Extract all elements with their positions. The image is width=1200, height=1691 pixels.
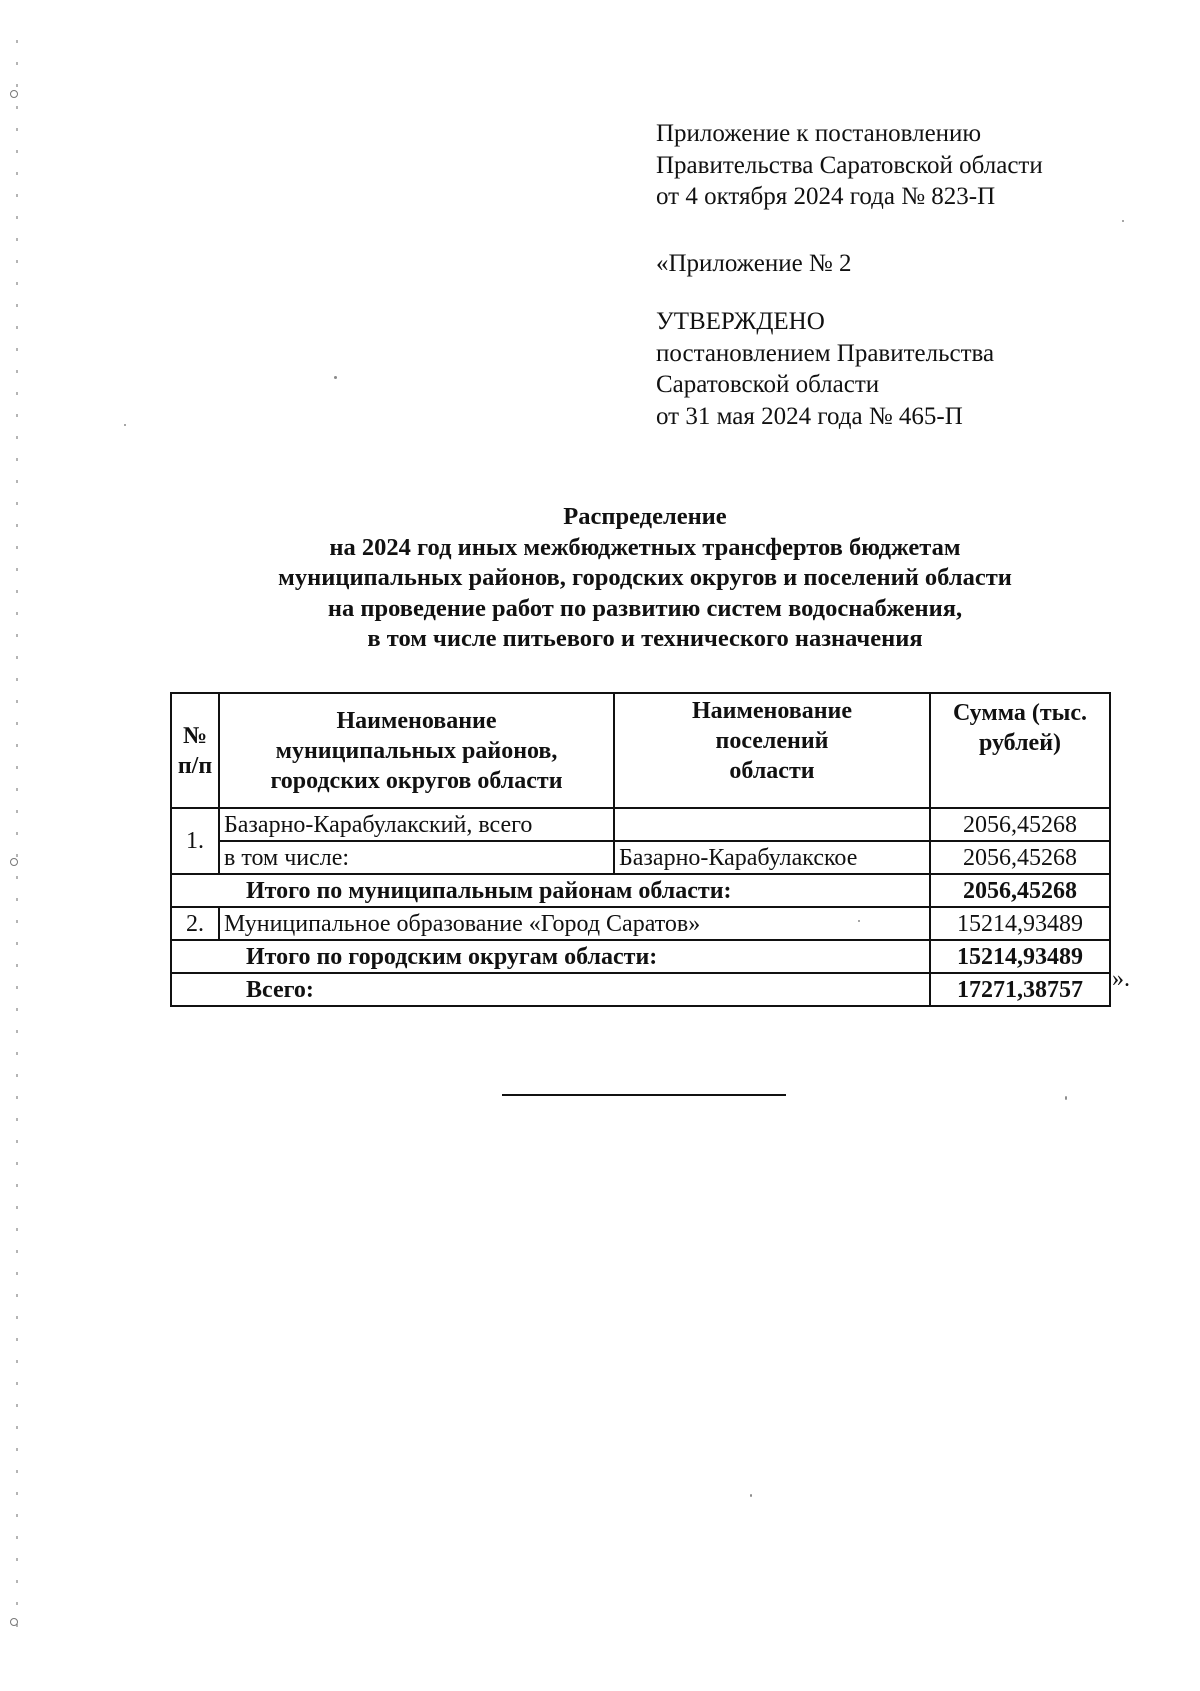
- scan-speck: [1065, 1096, 1067, 1100]
- scan-ring-mark: [10, 90, 18, 98]
- table-row: [171, 973, 1110, 1006]
- row-4-num: 2.: [171, 907, 219, 940]
- okrugs-total-label: Итого по городским округам области:: [171, 940, 930, 973]
- row-1-sum: 2056,45268: [930, 808, 1110, 841]
- approval-line-1: Приложение к постановлению: [656, 120, 982, 147]
- title-line-5: в том числе питьевого и технического назначения: [367, 625, 923, 652]
- row-1-district: Базарно-Карабулакский, всего: [219, 808, 614, 841]
- scan-speck: [124, 424, 126, 426]
- title-line-3: муниципальных районов, городских округов и поселений области: [278, 564, 1012, 591]
- districts-total-label: Итого по муниципальным районам области:: [171, 874, 930, 907]
- approved-block: [656, 306, 994, 432]
- appendix-label-text: «Приложение № 2: [656, 250, 852, 277]
- scan-ring-mark: [10, 1618, 18, 1626]
- approved-line-2: постановлением Правительства: [656, 339, 995, 367]
- row-1-num: 1.: [171, 808, 219, 874]
- table-header-row: [171, 693, 1110, 808]
- title-line-4: на проведение работ по развитию систем водоснабжения,: [327, 594, 963, 622]
- grand-total-label: Всего:: [171, 973, 930, 1006]
- row-2-district: в том числе:: [219, 841, 614, 874]
- scan-margin-dots: [16, 40, 18, 1640]
- row-1-settlement: [614, 808, 930, 841]
- table-row: [171, 841, 1110, 874]
- scan-ring-mark: [10, 858, 18, 866]
- distribution-table: [170, 692, 1111, 1007]
- approval-line-2: Правительства Саратовской области: [656, 151, 1043, 179]
- title-line-2: на 2024 год иных межбюджетных трансфертов бюджетам: [329, 533, 961, 561]
- header-settlement: Наименование поселений области: [614, 693, 930, 808]
- approved-line-1: УТВЕРЖДЕНО: [656, 308, 825, 335]
- row-4-district: Муниципальное образование «Город Саратов»: [219, 907, 930, 940]
- row-2-settlement: Базарно-Карабулакское: [614, 841, 930, 874]
- approved-line-3: Саратовской области: [656, 371, 880, 398]
- appendix-label: [656, 248, 852, 280]
- header-num: № п/п: [171, 693, 219, 808]
- table-row: [171, 808, 1110, 841]
- closing-quote: ».: [1112, 966, 1130, 992]
- scan-speck: [334, 376, 337, 379]
- table-row: [171, 940, 1110, 973]
- title-line-1: Распределение: [563, 503, 727, 530]
- scan-speck: [750, 1494, 752, 1497]
- approval-line-3: от 4 октября 2024 года № 823-П: [656, 183, 996, 210]
- header-sum: Сумма (тыс. рублей): [930, 693, 1110, 808]
- approved-line-4: от 31 мая 2024 года № 465-П: [656, 402, 963, 430]
- document-title: [150, 502, 1140, 655]
- table-row: [171, 907, 1110, 940]
- scan-speck: [1122, 220, 1124, 222]
- districts-total-sum: 2056,45268: [930, 874, 1110, 907]
- header-district: Наименование муниципальных районов, городских округов области: [219, 693, 614, 808]
- approval-header: [656, 118, 1043, 213]
- table-row: [171, 874, 1110, 907]
- end-divider-line: [502, 1094, 786, 1096]
- grand-total-sum: 17271,38757: [930, 973, 1110, 1006]
- row-4-sum: 15214,93489: [930, 907, 1110, 940]
- row-2-sum: 2056,45268: [930, 841, 1110, 874]
- okrugs-total-sum: 15214,93489: [930, 940, 1110, 973]
